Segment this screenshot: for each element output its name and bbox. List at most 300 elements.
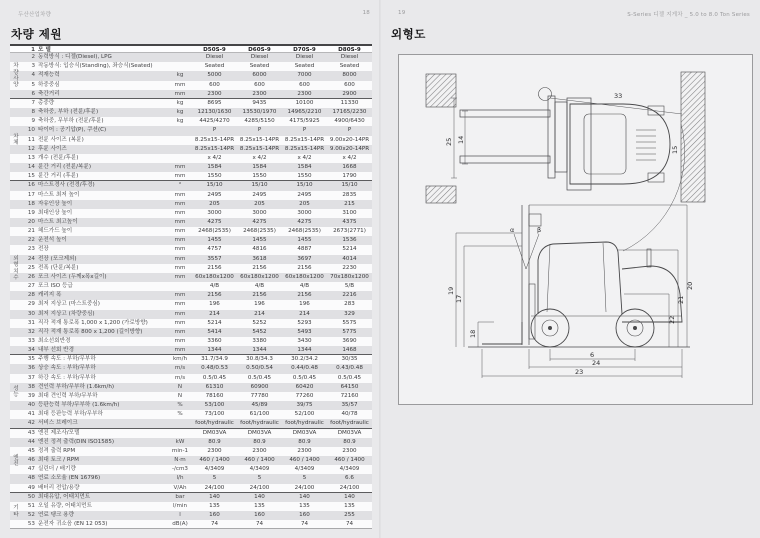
value-d50s: 600 [209,81,220,88]
row-number: 6 [31,90,35,97]
row-unit: bar [175,493,185,500]
row-unit: km/h [172,356,188,363]
table-row [10,474,372,483]
row-number: 34 [27,347,35,354]
dim-label-6: 6 [590,351,595,359]
value-d50s: 15/10 [206,182,223,189]
series-text: S-Series 디젤 지게차 _ 5.0 to 8.0 Ton Series [627,12,750,18]
value-d80s: 4375 [342,218,357,225]
value-d50s: x 4/2 [207,154,222,161]
value-d60s: 2300 [252,90,267,97]
tilt-label-alpha: α [510,226,515,234]
dim-label-22: 22 [668,315,676,324]
table-row [10,218,372,227]
page-drawing [380,0,760,538]
row-label: 총중량 [38,99,55,106]
row-label: 정격 출력 RPM [38,447,76,454]
row-label: 최대인상 높이 [38,209,73,216]
row-number: 14 [27,164,35,171]
value-d80s: 2900 [342,90,357,97]
row-unit: % [177,411,183,418]
value-d70s: 196 [299,301,310,308]
row-number: 36 [27,365,35,372]
row-number: 49 [27,484,35,491]
value-d80s: 5775 [342,328,357,335]
table-row [10,310,372,319]
table-row [10,273,372,282]
value-d50s: 2300 [207,447,222,454]
row-unit: mm [174,200,186,207]
value-d60s: 1344 [252,347,267,354]
value-d80s: 2673(2771) [333,228,366,235]
row-label: 최대유압, 어태치먼트 [38,493,91,500]
dim-label-21: 21 [677,295,685,304]
table-row [10,81,372,90]
value-d60s: 15/10 [251,182,268,189]
row-label: 축하중, 무부하 (전륜/후륜) [38,118,104,125]
value-d80s: 6.6 [345,475,354,482]
row-label: 주행 속도 : 부하/무부하 [38,356,96,363]
value-d60s: foot/hydraulic [240,420,279,427]
value-d70s: foot/hydraulic [285,420,324,427]
row-unit: l [179,511,181,518]
value-d70s: 77260 [295,392,314,399]
value-d50s: 2495 [207,191,222,198]
row-number: 28 [27,292,35,299]
section-label: 차 체 [13,133,19,147]
row-unit: mm [174,228,186,235]
row-unit: % [177,402,183,409]
value-d80s: P [347,127,352,134]
value-d50s: 4275 [207,218,222,225]
value-d50s: Seated [204,63,225,70]
row-number: 53 [27,521,35,528]
row-unit: N [177,383,183,390]
row-unit: l/h [176,475,184,482]
value-d70s: 0.44/0.48 [291,365,318,372]
value-d60s: 74 [255,521,264,528]
table-row [10,126,372,135]
table-row [10,282,372,291]
row-number: 42 [27,420,35,427]
value-d80s: 74 [345,521,354,528]
value-d50s: 78160 [205,392,224,399]
row-label: 헤드가드 높이 [38,228,73,235]
value-d50s: 2300 [207,90,222,97]
value-d70s: Seated [294,63,315,70]
value-d50s: 8695 [207,99,222,106]
row-unit: -/cm3 [172,466,188,473]
value-d60s: 2300 [252,447,267,454]
row-label: 작동방식: 입승식(Standing), 좌승식(Seated) [38,63,153,70]
table-row [10,511,372,520]
left-page-header [18,10,370,18]
table-row [10,236,372,245]
row-number: 37 [27,374,35,381]
value-d50s: 135 [209,502,220,509]
row-label: 포크 사이즈 (두께x폭x길이) [38,273,107,280]
value-d80s: 9.00x20-14PR [329,136,370,143]
value-d60s: 3000 [252,209,267,216]
value-d70s: 4/B [299,283,310,290]
value-d80s: 5575 [342,319,357,326]
value-d50s: 8.25x15-14PR [194,136,235,143]
row-label: 내부 선회 반경 [38,347,74,354]
value-d50s: 3000 [207,209,222,216]
value-d70s: 80.9 [298,438,311,445]
value-d80s: 1668 [342,164,357,171]
value-d80s: 3690 [342,338,357,344]
value-d80s: 72160 [340,392,359,399]
wall-right [681,72,705,202]
value-d60s: 5 [257,475,262,482]
value-d50s: 2468(2535) [198,228,231,235]
table-row [10,383,372,392]
table-row [10,163,372,172]
table-row [10,319,372,328]
row-number: 3 [31,63,35,70]
value-d70s: 4/3409 [294,466,315,473]
value-d70s: DM03VA [292,429,317,436]
row-label: 마스트 최저 높이 [38,191,80,198]
value-d60s: 2156 [252,292,267,299]
row-label: 최대 토크 / RPM [38,457,79,464]
value-d70s: 1550 [297,173,312,180]
value-d70s: 2468(2535) [288,228,321,235]
row-label: 개수 (전륜/후륜) [38,154,79,161]
row-label: 캐리지 폭 [38,292,62,299]
table-row [10,53,372,62]
value-d70s: x 4/2 [297,154,312,161]
value-d70s: 2156 [297,264,312,271]
value-d50s: 5214 [207,319,222,326]
value-d70s: 10100 [295,99,314,106]
value-d70s: 4175/5925 [289,118,320,125]
row-label: 축하중, 부하 (전륜/후륜) [38,109,99,116]
table-row [10,255,372,264]
value-d50s: 5414 [207,328,222,335]
value-d60s: 30.8/34.3 [246,356,273,363]
row-unit: mm [174,347,186,354]
value-d80s: 135 [344,502,355,509]
row-unit: kg [176,99,184,106]
value-d70s: 3000 [297,209,312,216]
table-row [10,401,372,410]
table-row [10,154,372,163]
table-row [10,374,372,383]
table-row [10,456,372,465]
dim-label-14: 14 [457,135,465,144]
row-unit: kW [175,438,185,445]
value-d50s: 60x180x1200 [195,273,234,280]
row-unit: mm [174,301,186,308]
row-number: 22 [27,237,35,244]
value-d80s: 35/57 [341,402,358,409]
wall-block-bottom-left [426,186,456,203]
row-unit: kg [176,118,184,125]
spec-table [10,44,372,529]
row-label: 등판능력 부하/무부하 (1.6km/h) [38,402,120,409]
row-label: 최소선회반경 [38,338,71,344]
row-number: 47 [27,466,35,473]
value-d50s: 31.7/34.9 [201,356,228,363]
section-label: 기 타 [13,505,19,518]
value-d80s: 8000 [342,72,357,79]
value-d60s: 45/89 [251,402,268,409]
value-d70s: 60420 [295,383,314,390]
value-d70s: 3697 [297,255,312,262]
table-row [10,392,372,401]
value-d70s: 14965/2210 [287,109,322,116]
column-header-d80s: D80S-9 [338,47,361,53]
value-d60s: 60900 [250,383,269,390]
value-d80s: 460 / 1400 [334,457,365,464]
value-d50s: 73/100 [204,411,225,418]
value-d60s: 4816 [252,246,267,253]
value-d80s: 1790 [342,173,357,180]
row-unit: kg [176,109,184,116]
brand-text: 두산산업차량 [18,12,52,18]
row-label: 실린더 / 배기량 [38,466,76,473]
value-d50s: 12130/1630 [197,109,232,116]
row-unit: dB(A) [172,521,188,528]
value-d60s: 61/100 [249,411,270,418]
value-d70s: 4275 [297,218,312,225]
value-d50s: 2156 [207,264,222,271]
wall-block-top-left [426,74,456,107]
value-d60s: 160 [254,511,265,518]
table-row [10,99,372,108]
value-d70s: 460 / 1400 [289,457,320,464]
row-number: 15 [27,173,35,180]
value-d70s: 52/100 [294,411,315,418]
table-row [10,71,372,80]
row-unit: mm [174,218,186,225]
table-row [10,300,372,309]
value-d80s: 1468 [342,347,357,354]
row-unit: min-1 [171,447,189,454]
forklift-drawing-svg [398,54,753,405]
value-d70s: 1344 [297,347,312,354]
row-number: 25 [27,264,35,271]
row-number: 23 [27,246,35,253]
value-d70s: 2495 [297,191,312,198]
value-d60s: 600 [254,81,265,88]
row-label: 연료 소모율 (EN 16796) [38,475,101,482]
row-number: 11 [27,136,35,143]
value-d60s: 9435 [252,99,267,106]
table-row [10,181,372,190]
row-number: 38 [27,383,35,390]
dim-label-25: 25 [445,137,453,146]
row-number: 7 [31,99,35,106]
row-label: 축간거리 [38,90,60,97]
value-d80s: 255 [344,511,355,518]
row-unit: mm [174,273,186,280]
page-number-left: 18 [362,10,370,16]
row-label: 하중중심 [38,81,60,88]
value-d60s: 460 / 1400 [244,457,275,464]
value-d50s: Diesel [205,54,224,61]
table-row [10,291,372,300]
spec-rows [10,53,372,529]
table-row [10,410,372,419]
value-d80s: 1536 [342,237,357,244]
value-d60s: 4/3409 [249,466,270,473]
row-unit: V/Ah [173,484,187,491]
value-d80s: 64150 [340,383,359,390]
row-number: 21 [27,228,35,235]
table-row [10,447,372,456]
table-row [10,328,372,337]
dim-label-23: 23 [575,368,584,376]
value-d60s: 214 [254,310,265,317]
value-d60s: 135 [254,502,265,509]
value-d60s: 2468(2535) [243,228,276,235]
value-d50s: 3557 [207,255,222,262]
value-d70s: 600 [299,81,310,88]
value-d70s: 2156 [297,292,312,299]
value-d70s: 5293 [297,319,312,326]
row-number: 9 [31,118,35,125]
value-d50s: 61310 [205,383,224,390]
value-d50s: 74 [210,521,219,528]
table-row [10,346,372,355]
table-row [10,419,372,428]
value-d50s: 1584 [207,164,222,171]
table-row [10,227,372,236]
row-label: 타이어 : 공기압(P), 쿠션(C) [38,127,107,134]
row-number: 30 [27,310,35,317]
value-d70s: 60x180x1200 [285,273,324,280]
row-number: 41 [27,411,35,418]
value-d70s: 7000 [297,72,312,79]
row-label: 최대 등판능력 부하/무부하 [38,411,103,418]
value-d70s: 39/75 [296,402,313,409]
value-d70s: 160 [299,511,310,518]
row-label: 배터리 전압/용량 [38,484,80,491]
dim-label-20: 20 [686,281,694,290]
value-d50s: 4/3409 [204,466,225,473]
section-label: 성 능 [13,386,19,399]
row-unit: N [177,392,183,399]
column-header-d70s: D70S-9 [293,47,316,53]
row-unit: mm [174,164,186,171]
value-d50s: P [212,127,217,134]
row-label: 서비스 브레이크 [38,420,78,427]
value-d60s: 8.25x15-14PR [239,145,280,152]
value-d70s: Diesel [295,54,314,61]
value-d80s: 30/35 [341,356,358,363]
value-d70s: 74 [300,521,309,528]
tilt-label-beta: β [537,226,542,234]
value-d60s: 80.9 [253,438,266,445]
value-d50s: 196 [209,301,220,308]
row-unit: mm [174,264,186,271]
value-d70s: 140 [299,493,310,500]
value-d70s: 1455 [297,237,312,244]
value-d80s: 70x180x1200 [330,273,369,280]
value-d50s: 1344 [207,347,222,354]
row-label: 마스트 최고높이 [38,218,78,225]
row-label: 운전석 높이 [38,237,67,244]
section-label: 외 형 치 수 [13,255,19,282]
value-d60s: 1550 [252,173,267,180]
value-d80s: 9.00x20-14PR [329,145,370,152]
value-d60s: 5452 [252,328,267,335]
row-number: 2 [31,54,35,61]
value-d70s: 135 [299,502,310,509]
value-d60s: 77780 [250,392,269,399]
value-d60s: 24/100 [249,484,270,491]
value-d60s: x 4/2 [252,154,267,161]
value-d50s: 0.5/0.45 [202,374,227,381]
row-label: 엔진 제조사/모델 [38,429,80,436]
row-number: 24 [27,255,35,262]
value-d70s: 4887 [297,246,312,253]
value-d70s: 24/100 [294,484,315,491]
column-header-d60s: D60S-9 [248,47,271,53]
model-row-number: 1 [31,47,35,53]
table-row [10,108,372,117]
table-row [10,200,372,209]
value-d80s: 2300 [342,447,357,454]
row-label: 자유인상 높이 [38,200,73,207]
value-d60s: 13530/1970 [242,109,277,116]
value-d80s: x 4/2 [342,154,357,161]
row-unit: mm [174,90,186,97]
row-unit: l/min [173,502,187,509]
dim-label-33: 33 [614,92,623,100]
value-d50s: 24/100 [204,484,225,491]
table-row [10,438,372,447]
row-number: 32 [27,328,35,335]
row-label: 견인력 부하/무부하 (1.6km/h) [38,383,115,390]
row-number: 10 [27,127,35,134]
row-unit: mm [174,81,186,88]
value-d80s: 4014 [342,255,357,262]
value-d60s: 60x180x1200 [240,273,279,280]
value-d50s: 140 [209,493,220,500]
value-d60s: P [257,127,262,134]
value-d80s: DM03VA [337,429,362,436]
value-d50s: 460 / 1400 [199,457,230,464]
table-row [10,355,372,364]
table-row [10,429,372,438]
row-unit: m/s [174,365,186,372]
value-d60s: 8.25x15-14PR [239,136,280,143]
value-d60s: 205 [254,200,265,207]
value-d50s: 53/100 [204,402,225,409]
value-d80s: Seated [339,63,360,70]
row-label: 전폭 (단륜/복륜) [38,264,79,271]
row-number: 13 [27,154,35,161]
table-row [10,493,372,502]
value-d80s: 4900/6430 [334,118,365,125]
value-d80s: 17165/2230 [332,109,367,116]
value-d60s: 140 [254,493,265,500]
value-d70s: 0.5/0.45 [292,374,317,381]
row-label: 직각 적재 통로폭 800 x 1,200 (길이방향) [38,328,143,335]
row-label: 포크 ISO 등급 [38,283,73,290]
row-number: 35 [27,356,35,363]
value-d60s: 1455 [252,237,267,244]
value-d60s: 1584 [252,164,267,171]
row-label: 전륜 사이즈 (복륜) [38,136,84,143]
value-d60s: 0.50/0.54 [246,365,273,372]
table-row [10,191,372,200]
value-d50s: foot/hydraulic [195,420,234,427]
